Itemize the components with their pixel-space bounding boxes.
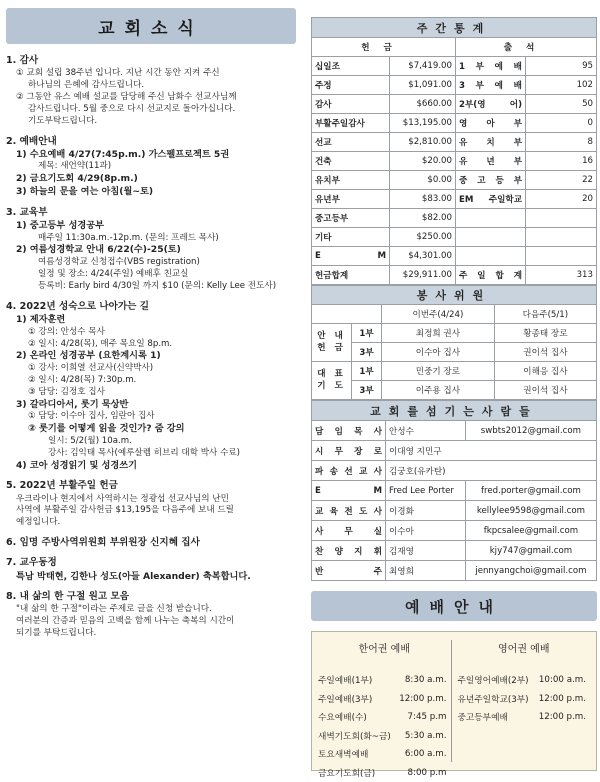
- service-row: [312, 362, 597, 381]
- attendance-count: [526, 247, 597, 266]
- news-line: 2) 금요기도회 4/29(8p.m.): [6, 173, 296, 186]
- news-line: 여러분의 간증과 믿음의 고백을 함께 나누는 축복의 시간이: [6, 616, 296, 628]
- service-this-week: 이주용 집사: [382, 381, 495, 400]
- offering-label: 부활주일감사: [312, 114, 390, 133]
- news-section-title: 5. 2022년 부활주일 헌금: [6, 479, 296, 492]
- stats-row: [312, 209, 597, 228]
- attendance-label: 주 일 합 계: [456, 266, 526, 285]
- worship-row: [318, 727, 451, 746]
- attendance-count: 20: [526, 190, 597, 209]
- news-section: [6, 206, 296, 293]
- attendance-count: [526, 228, 597, 247]
- this-week-header: 이번주(4/24): [382, 305, 495, 324]
- news-line: 사역에 부활주일 감사헌금 $13,195을 다음주에 보내 드릴: [6, 505, 296, 517]
- minister-role: 사 무 실: [312, 521, 386, 541]
- service-blank-cell: [312, 305, 382, 324]
- attendance-count: 102: [526, 76, 597, 95]
- minister-name: Fred Lee Porter: [386, 481, 466, 501]
- service-volunteers-table: [311, 285, 597, 400]
- worship-name: 수요예배(수): [318, 711, 367, 723]
- church-news-list: [6, 54, 296, 640]
- english-worship-column: [451, 640, 591, 762]
- minister-name: 이수아: [386, 521, 466, 541]
- worship-row: [318, 764, 451, 782]
- worship-row: [458, 708, 591, 727]
- news-line: 2) 온라인 성경공부 (요한계시록 1): [6, 350, 296, 363]
- minister-email: fred.porter@gmail.com: [465, 481, 596, 501]
- offering-amount: $13,195.00: [390, 114, 456, 133]
- offering-amount: $83.00: [390, 190, 456, 209]
- worship-time: 8:00 p.m: [407, 768, 446, 778]
- attendance-label: 영 아 부: [456, 114, 526, 133]
- offering-label: 건축: [312, 152, 390, 171]
- minister-row: [312, 461, 597, 481]
- service-next-week: 권이석 집사: [494, 381, 596, 400]
- news-line: 4) 코아 성경읽기 및 성경쓰기: [6, 460, 296, 473]
- worship-time: 6:00 a.m.: [405, 749, 447, 759]
- minister-email: swbts2012@gmail.com: [465, 421, 596, 441]
- news-line: ① 교회 설립 38주년 입니다. 지난 시간 동안 지켜 주신: [6, 68, 296, 80]
- stats-row: [312, 266, 597, 285]
- offering-label: E M: [312, 247, 390, 266]
- attendance-count: 95: [526, 57, 597, 76]
- service-group-name: 대 표 기 도: [312, 362, 352, 400]
- minister-name: 김재영: [386, 541, 466, 561]
- offering-label: 헌금합계: [312, 266, 390, 285]
- offering-amount: $20.00: [390, 152, 456, 171]
- worship-name: 중고등부예배: [458, 711, 508, 723]
- news-line: 1) 중고등부 성경공부: [6, 220, 296, 233]
- service-this-week: 민중기 장로: [382, 362, 495, 381]
- attendance-count: 313: [526, 266, 597, 285]
- news-line: 일시: 5/2(월) 10a.m.: [6, 436, 296, 448]
- attendance-label: EM 주일학교: [456, 190, 526, 209]
- english-worship-title: 영어권 예배: [458, 640, 591, 655]
- offering-amount: $660.00: [390, 95, 456, 114]
- service-number: 1부: [352, 324, 382, 343]
- minister-name: 안성수: [386, 421, 466, 441]
- news-line: 등록비: Early bird 4/30일 까지 $10 (문의: Kelly Lee 전도사): [6, 281, 296, 293]
- service-this-week: 이수아 집사: [382, 343, 495, 362]
- church-news-title: 교회소식: [6, 8, 296, 44]
- service-next-week: 이해응 집사: [494, 362, 596, 381]
- worship-guide-title: 예배안내: [311, 591, 597, 621]
- worship-row: [318, 690, 451, 709]
- service-this-week: 최정희 권사: [382, 324, 495, 343]
- ministers-table: [311, 400, 597, 581]
- news-line: ③ 담당: 김정호 집사: [6, 387, 296, 399]
- worship-time: 12:00 p.m.: [539, 694, 586, 704]
- attendance-label: 1 부 예 배: [456, 57, 526, 76]
- news-section: [6, 590, 296, 640]
- attendance-count: 22: [526, 171, 597, 190]
- attendance-label: [456, 209, 526, 228]
- worship-name: 토요새벽예배: [318, 748, 368, 760]
- minister-row: [312, 541, 597, 561]
- news-line: 우크라이나 현지에서 사역하시는 정광섭 선교사님의 난민: [6, 494, 296, 506]
- offering-label: 선교: [312, 133, 390, 152]
- worship-name: 유년주일학교(3부): [458, 693, 529, 705]
- minister-row: [312, 561, 597, 581]
- attendance-label: 중 고 등 부: [456, 171, 526, 190]
- worship-guide-box: [311, 631, 597, 771]
- attendance-header: 출석: [456, 38, 597, 57]
- stats-row: [312, 133, 597, 152]
- news-line: 기도부탁드립니다.: [6, 116, 296, 128]
- attendance-label: [456, 247, 526, 266]
- service-volunteers-title: 봉사위원: [312, 286, 597, 305]
- minister-row: [312, 481, 597, 501]
- service-row: [312, 324, 597, 343]
- minister-role: 찬 양 지 휘: [312, 541, 386, 561]
- minister-email: kjy747@gmail.com: [465, 541, 596, 561]
- news-section-title: 3. 교육부: [6, 206, 296, 219]
- minister-email: kellylee9598@gmail.com: [465, 501, 596, 521]
- news-section-title: 6. 임명 주방사역위원회 부위원장 신지혜 집사: [6, 536, 296, 549]
- korean-worship-title: 한어권 예배: [318, 640, 451, 655]
- news-line: 예정입니다.: [6, 517, 296, 529]
- news-line: 특남 박태현, 김한나 성도(아들 Alexander) 축복합니다.: [6, 571, 296, 584]
- news-section: [6, 536, 296, 549]
- offering-label: 감사: [312, 95, 390, 114]
- offering-label: 십일조: [312, 57, 390, 76]
- news-line: 3) 하늘의 문을 여는 아침(월~토): [6, 186, 296, 199]
- news-section: [6, 556, 296, 583]
- weekly-stats-table: [311, 17, 597, 285]
- news-line: 제목: 새언약(11과): [6, 161, 296, 173]
- minister-role: 교 육 전 도 사: [312, 501, 386, 521]
- offering-amount: $250.00: [390, 228, 456, 247]
- news-line: ① 담당: 이수아 집사, 임란아 집사: [6, 411, 296, 423]
- next-week-header: 다음주(5/1): [494, 305, 596, 324]
- news-line: 1) 제자훈련: [6, 314, 296, 327]
- news-section: [6, 479, 296, 529]
- worship-row: [458, 690, 591, 709]
- ministers-title: 교회를섬기는사람들: [312, 401, 597, 421]
- worship-row: [458, 671, 591, 690]
- offering-label: 중고등부: [312, 209, 390, 228]
- news-line: 하나님의 은혜에 감사드립니다.: [6, 80, 296, 92]
- offering-amount: $1,091.00: [390, 76, 456, 95]
- worship-time: 5:30 a.m.: [405, 731, 447, 741]
- worship-name: 주일예배(3부): [318, 693, 372, 705]
- stats-row: [312, 228, 597, 247]
- attendance-count: 16: [526, 152, 597, 171]
- offering-header: 헌금: [312, 38, 456, 57]
- news-line: 되기를 부탁드립니다.: [6, 628, 296, 640]
- news-section: [6, 135, 296, 199]
- news-line: 2) 여름성경학교 안내 6/22(수)-25(토): [6, 244, 296, 257]
- weekly-stats-title: 주간통계: [312, 18, 597, 38]
- minister-name: 이대영 지민구: [386, 441, 597, 461]
- minister-name: 최영희: [386, 561, 466, 581]
- news-line: 여름성경학교 신청접수(VBS registration): [6, 257, 296, 269]
- attendance-label: 3 부 예 배: [456, 76, 526, 95]
- news-line: ① 강사: 이희열 선교사(신약박사): [6, 363, 296, 375]
- attendance-count: 0: [526, 114, 597, 133]
- news-line: ② 일시: 4/28(목), 매주 목요일 8p.m.: [6, 339, 296, 351]
- news-line: 1) 수요예배 4/27(7:45p.m.) 가스펠프로젝트 5권: [6, 149, 296, 162]
- worship-time: 10:00 a.m.: [539, 675, 586, 685]
- stats-row: [312, 95, 597, 114]
- korean-worship-column: [318, 640, 451, 762]
- minister-row: [312, 421, 597, 441]
- worship-name: 새벽기도회(화~금): [318, 730, 391, 742]
- worship-row: [318, 745, 451, 764]
- worship-name: 주일영어예배(2부): [458, 674, 529, 686]
- offering-label: 기타: [312, 228, 390, 247]
- service-number: 3부: [352, 343, 382, 362]
- worship-row: [318, 708, 451, 727]
- minister-role: 파 송 선 교 사: [312, 461, 386, 481]
- news-line: 강사: 김익태 목사(예루살렘 히브리 대학 박사 수료): [6, 448, 296, 460]
- minister-email: fkpcsalee@gmail.com: [465, 521, 596, 541]
- service-next-week: 황종태 장로: [494, 324, 596, 343]
- stats-row: [312, 190, 597, 209]
- worship-name: 금요기도회(금): [318, 767, 375, 779]
- news-line: ② 룻기를 어떻게 읽을 것인가? 줌 강의: [6, 423, 296, 436]
- attendance-label: [456, 228, 526, 247]
- right-column: [311, 17, 597, 771]
- stats-row: [312, 114, 597, 133]
- news-section-title: 4. 2022년 성숙으로 나아가는 길: [6, 300, 296, 313]
- stats-row: [312, 152, 597, 171]
- offering-amount: $4,301.00: [390, 247, 456, 266]
- offering-amount: $82.00: [390, 209, 456, 228]
- news-line: 3) 갈라디아서, 룻기 묵상반: [6, 399, 296, 412]
- service-number: 3부: [352, 381, 382, 400]
- stats-row: [312, 76, 597, 95]
- news-line: 감사드립니다. 5월 중으로 다시 선교지로 돌아가십니다.: [6, 104, 296, 116]
- worship-time: 7:45 p.m: [407, 712, 446, 722]
- service-row: [312, 381, 597, 400]
- left-column: [6, 8, 296, 647]
- attendance-count: 8: [526, 133, 597, 152]
- attendance-label: 유 치 부: [456, 133, 526, 152]
- worship-row: [318, 671, 451, 690]
- minister-role: 시 무 장 로: [312, 441, 386, 461]
- service-next-week: 권이석 집사: [494, 343, 596, 362]
- attendance-count: 50: [526, 95, 597, 114]
- offering-label: 유년부: [312, 190, 390, 209]
- minister-name: 이경화: [386, 501, 466, 521]
- service-number: 1부: [352, 362, 382, 381]
- news-section: [6, 54, 296, 128]
- attendance-count: [526, 209, 597, 228]
- offering-amount: $29,911.00: [390, 266, 456, 285]
- worship-name: 주일예배(1부): [318, 674, 372, 686]
- worship-time: 12:00 p.m.: [539, 712, 586, 722]
- news-section-title: 7. 교우동정: [6, 556, 296, 569]
- news-line: "내 삶의 한 구절"이라는 주제로 글을 신청 받습니다.: [6, 604, 296, 616]
- offering-label: 주정: [312, 76, 390, 95]
- stats-row: [312, 57, 597, 76]
- minister-row: [312, 441, 597, 461]
- news-line: ② 그동안 유스 예배 설교를 담당해 주신 남화수 선교사님께: [6, 92, 296, 104]
- attendance-label: 2부(영 어): [456, 95, 526, 114]
- minister-row: [312, 521, 597, 541]
- offering-label: 유치부: [312, 171, 390, 190]
- news-section-title: 8. 내 삶의 한 구절 원고 모음: [6, 590, 296, 603]
- stats-row: [312, 171, 597, 190]
- minister-row: [312, 501, 597, 521]
- news-line: 매주일 11:30a.m.-12p.m. (문의: 프레드 목사): [6, 233, 296, 245]
- offering-amount: $2,810.00: [390, 133, 456, 152]
- minister-email: jennyangchoi@gmail.com: [465, 561, 596, 581]
- worship-time: 12:00 p.m.: [399, 694, 446, 704]
- news-line: 일정 및 장소: 4/24(주일) 예배후 친교실: [6, 269, 296, 281]
- news-section: [6, 300, 296, 473]
- minister-role: E M: [312, 481, 386, 501]
- news-section-title: 1. 감사: [6, 54, 296, 67]
- news-line: ② 일시: 4/28(목) 7:30p.m.: [6, 375, 296, 387]
- offering-amount: $7,419.00: [390, 57, 456, 76]
- news-section-title: 2. 예배안내: [6, 135, 296, 148]
- service-row: [312, 343, 597, 362]
- minister-role: 반 주: [312, 561, 386, 581]
- stats-row: [312, 247, 597, 266]
- minister-name: 김궁호(유카탄): [386, 461, 597, 481]
- service-group-name: 안 내 헌 금: [312, 324, 352, 362]
- offering-amount: $0.00: [390, 171, 456, 190]
- minister-role: 담 임 목 사: [312, 421, 386, 441]
- attendance-label: 유 년 부: [456, 152, 526, 171]
- news-line: ① 강의: 안성수 목사: [6, 327, 296, 339]
- worship-time: 8:30 a.m.: [405, 675, 447, 685]
